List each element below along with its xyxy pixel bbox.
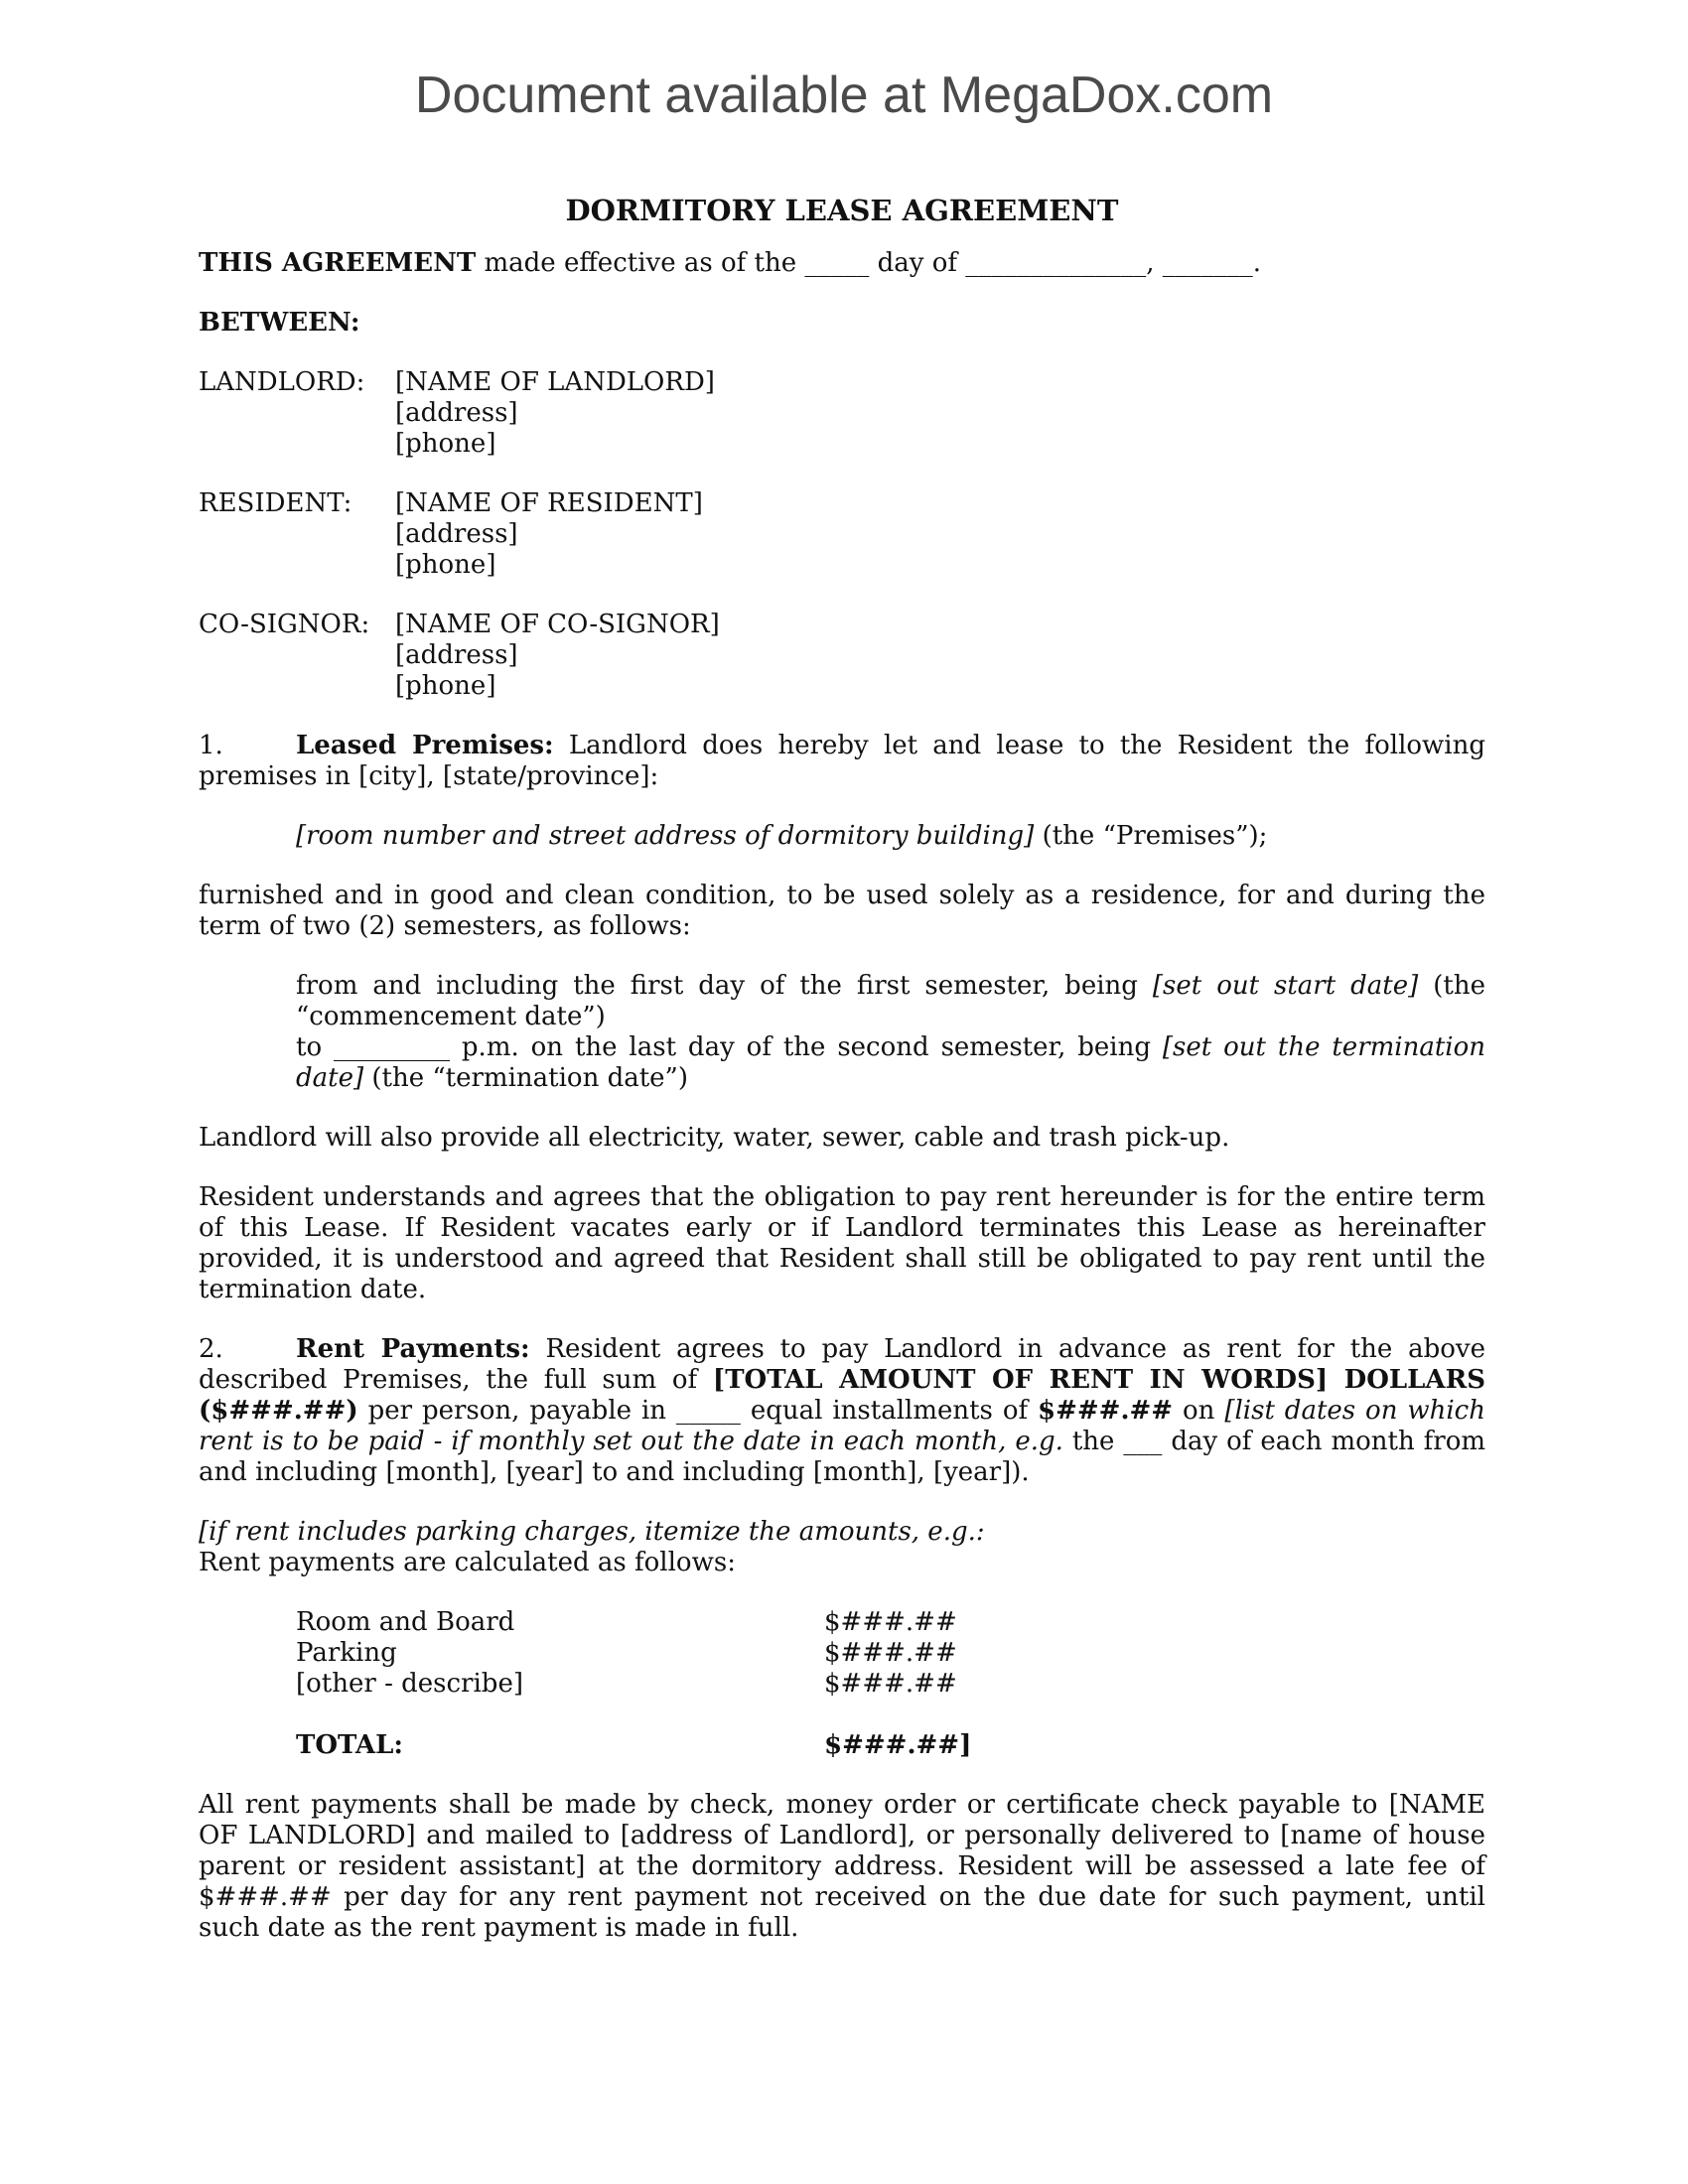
premises-line [199,821,1485,852]
rent-row [296,1669,1485,1700]
section-1-paragraph [199,731,1485,792]
obligation-paragraph: Resident understands and agrees that the obligation to pay rent hereunder is for the entire term of this Lease. If Resident vacates early or if Landlord terminates this Lease as hereinafter provided, it is understood and agreed that Resident shall still be obligated to pay rent until the termination date. [199,1182,1485,1304]
installment-amount: $###.## [1038,1396,1174,1426]
party-phone: [phone] [395,550,496,580]
party-label: LANDLORD: [199,367,365,397]
party-address: [address] [395,398,518,428]
term-from-rest: (the “commencement date”) [296,971,1485,1031]
rent-item-amount: $###.## [824,1669,957,1699]
intro-lead: THIS AGREEMENT [199,248,477,278]
section-text: Resident agrees to pay Landlord in advance as rent for the above described Premises, the full sum of [199,1334,1485,1395]
party-name: [NAME OF LANDLORD] [395,367,715,397]
party-name: [NAME OF CO-SIGNOR] [395,610,720,639]
intro-rest: made effective as of the _____ day of ______________, _______. [476,248,1262,278]
premises-rest: (the “Premises”); [1034,821,1268,851]
rent-item-label: Room and Board [296,1607,515,1637]
premises-placeholder: [room number and street address of dormitory building] [296,821,1035,851]
rent-row [296,1607,1485,1638]
section-2-paragraph [199,1334,1485,1488]
rent-total-row [296,1730,1485,1761]
term-from [296,971,1485,1032]
term-from-placeholder: [set out start date] [1152,971,1419,1001]
furnished-paragraph: furnished and in good and clean condition, to be used solely as a residence, for and during the term of two (2) semesters, as follows: [199,881,1485,941]
utilities-paragraph: Landlord will also provide all electricity, water, sewer, cable and trash pick-up. [199,1123,1230,1153]
rent-total-label: TOTAL: [296,1730,403,1760]
parking-note: [if rent includes parking charges, itemize the amounts, e.g.: [199,1517,985,1547]
payments-paragraph: All rent payments shall be made by check, money order or certificate check payable to [NAME OF LANDLORD] and mailed to [address of Landlord], or personally delivered to [name of house parent or resident assistant] at the dormitory address. Resident will be assessed a late fee of $###.## per day for any rent payment not received on the due date for such payment, until such date as the rent payment is made in full. [199,1790,1485,1943]
term-to [296,1032,1485,1094]
rent-item-amount: $###.## [824,1638,957,1668]
rent-row [296,1638,1485,1669]
section-heading: Leased Premises: [296,731,554,760]
intro-paragraph [199,248,1485,279]
party-resident [199,488,1485,581]
section-number: 1. [199,731,223,760]
rent-item-label: Parking [296,1638,397,1668]
document-page [199,191,1485,1944]
party-landlord [199,367,1485,460]
party-label: CO-SIGNOR: [199,610,370,639]
party-phone: [phone] [395,671,496,701]
rent-dates-placeholder: [list dates on which rent is to be paid - if monthly set out the date in each month, e.g. [199,1396,1485,1456]
section-text: the ___ day of each month from and including [month], [year] to and including [month], [year]). [199,1427,1486,1487]
between-label: BETWEEN: [199,308,360,338]
rent-amount-placeholder: [TOTAL AMOUNT OF RENT IN WORDS] DOLLARS ($###.##) [199,1365,1485,1426]
party-label: RESIDENT: [199,488,352,518]
term-to-rest: (the “termination date”) [363,1063,688,1093]
term-to-placeholder: [set out the termination date] [296,1032,1486,1093]
rent-table [199,1607,1485,1761]
rent-item-label: [other - describe] [296,1669,523,1699]
section-text: Landlord does hereby let and lease to the Resident the following premises in [city], [state/province]: [199,731,1485,791]
party-phone: [phone] [395,429,496,459]
watermark-banner: Document available at MegaDox.com [414,67,1274,124]
term-from-text: from and including the first day of the first semester, being [296,971,1153,1001]
section-heading: Rent Payments: [296,1334,530,1364]
party-cosignor [199,610,1485,702]
section-text: on [1173,1396,1225,1426]
section-number: 2. [199,1334,223,1364]
section-text: per person, payable in _____ equal installments of [357,1396,1039,1426]
party-address: [address] [395,640,518,670]
document-title: DORMITORY LEASE AGREEMENT [565,194,1119,227]
rent-total-amount: $###.##] [824,1730,972,1760]
term-block [199,971,1485,1094]
rent-item-amount: $###.## [824,1607,957,1637]
term-to-text: to _________ p.m. on the last day of the second semester, being [296,1032,1163,1062]
party-name: [NAME OF RESIDENT] [395,488,703,518]
party-address: [address] [395,519,518,549]
calc-line: Rent payments are calculated as follows: [199,1548,736,1577]
